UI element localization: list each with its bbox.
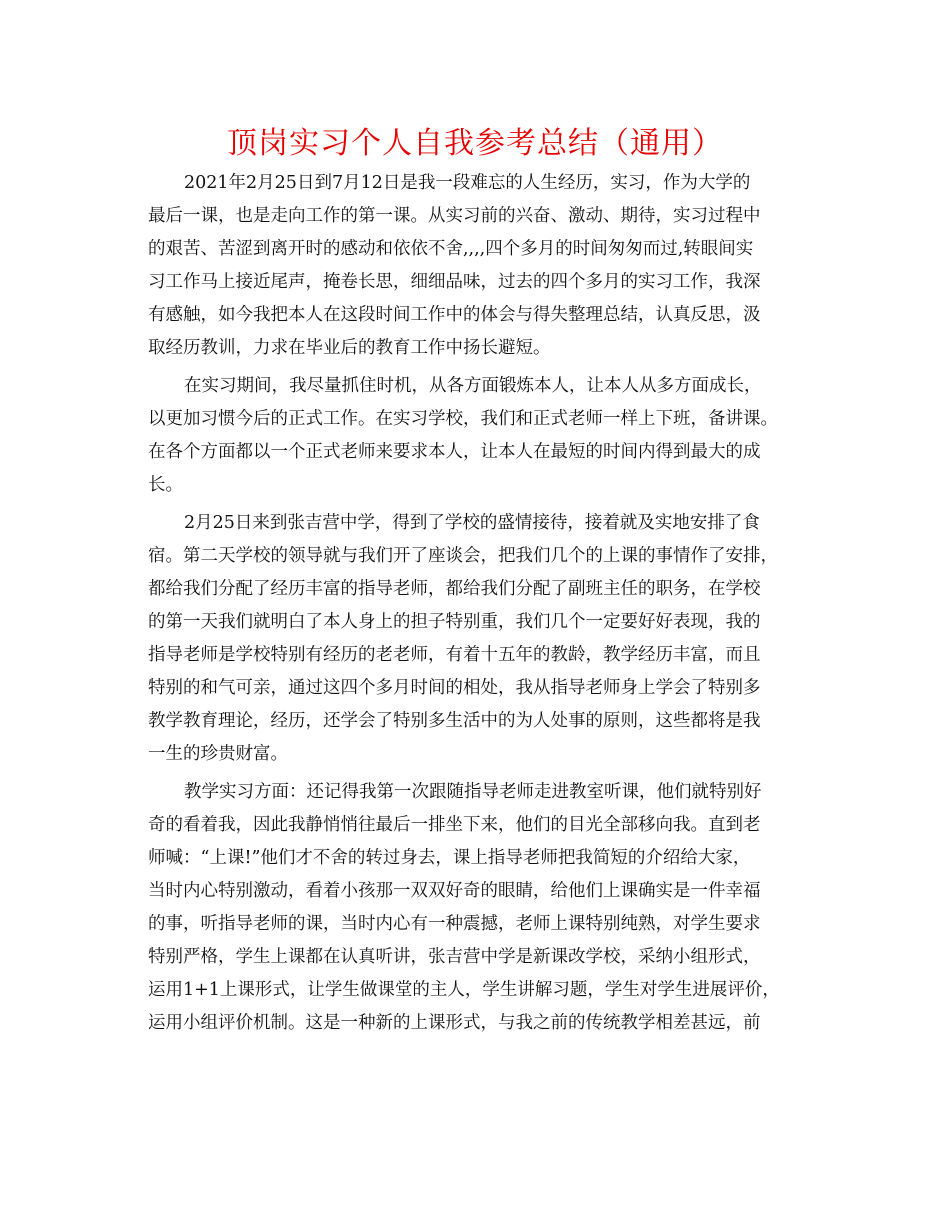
text-line: 2月25日来到张吉营中学，得到了学校的盛情接待，接着就及实地安排了食 xyxy=(184,513,760,533)
text-line: 的事，听指导老师的课，当时内心有一种震撼，老师上课特别纯熟，对学生要求 xyxy=(148,914,761,934)
text-line: 有感触，如今我把本人在这段时间工作中的体会与得失整理总结，认真反思，汲 xyxy=(148,305,761,325)
paragraph xyxy=(148,370,802,502)
text-line: 2021年2月25日到7月12日是我一段难忘的人生经历，实习，作为大学的 xyxy=(184,173,751,193)
text-line: 在实习期间，我尽量抓住时机，从各方面锻炼本人，让本人从多方面成长， xyxy=(184,376,762,396)
text-line: 宿。第二天学校的领导就与我们开了座谈会，把我们几个的上课的事情作了安排， xyxy=(148,546,778,566)
text-line: 的第一天我们就明白了本人身上的担子特别重，我们几个一定要好好表现，我的 xyxy=(148,612,761,632)
text-line: 奇的看着我，因此我静悄悄往最后一排坐下来，他们的目光全部移向我。直到老 xyxy=(148,815,761,835)
text-line: 当时内心特别激动，看着小孩那一双双好奇的眼睛，给他们上课确实是一件幸福 xyxy=(148,881,761,901)
text-line: 的艰苦、苦涩到离开时的感动和依依不舍,,,,四个多月的时间匆匆而过,转眼间实 xyxy=(148,239,754,259)
text-line: 教学教育理论，经历，还学会了特别多生活中的为人处事的原则，这些都将是我 xyxy=(148,711,761,731)
paragraph xyxy=(148,507,802,771)
text-line: 长。 xyxy=(148,475,183,495)
text-line: 在各个方面都以一个正式老师来要求本人，让本人在最短的时间内得到最大的成 xyxy=(148,442,761,462)
paragraph xyxy=(148,776,802,1040)
text-line: 运用1+1上课形式，让学生做课堂的主人，学生讲解习题，学生对学生进展评价， xyxy=(148,980,780,1000)
text-line: 一生的珍贵财富。 xyxy=(148,744,288,764)
document-body xyxy=(148,167,802,1045)
text-line: 都给我们分配了经历丰富的指导老师，都给我们分配了副班主任的职务，在学校 xyxy=(148,579,761,599)
text-line: 师喊：“上课!”他们才不舍的转过身去，课上指导老师把我简短的介绍给大家， xyxy=(148,848,751,868)
text-line: 特别严格，学生上课都在认真听讲，张吉营中学是新课改学校，采纳小组形式， xyxy=(148,947,761,967)
text-line: 以更加习惯今后的正式工作。在实习学校，我们和正式老师一样上下班，备讲课。 xyxy=(148,409,778,429)
document-title: 顶岗实习个人自我参考总结（通用） xyxy=(227,126,723,161)
text-line: 习工作马上接近尾声，掩卷长思，细细品味，过去的四个多月的实习工作，我深 xyxy=(148,272,761,292)
text-line: 取经历教训，力求在毕业后的教育工作中扬长避短。 xyxy=(148,338,551,358)
text-line: 最后一课，也是走向工作的第一课。从实习前的兴奋、激动、期待，实习过程中 xyxy=(148,206,761,226)
paragraph xyxy=(148,167,802,365)
text-line: 特别的和气可亲，通过这四个多月时间的相处，我从指导老师身上学会了特别多 xyxy=(148,678,761,698)
text-line: 教学实习方面：还记得我第一次跟随指导老师走进教室听课，他们就特别好 xyxy=(184,782,762,802)
text-line: 指导老师是学校特别有经历的老老师，有着十五年的教龄，教学经历丰富，而且 xyxy=(148,645,761,665)
text-line: 运用小组评价机制。这是一种新的上课形式，与我之前的传统教学相差甚远，前 xyxy=(148,1013,761,1033)
